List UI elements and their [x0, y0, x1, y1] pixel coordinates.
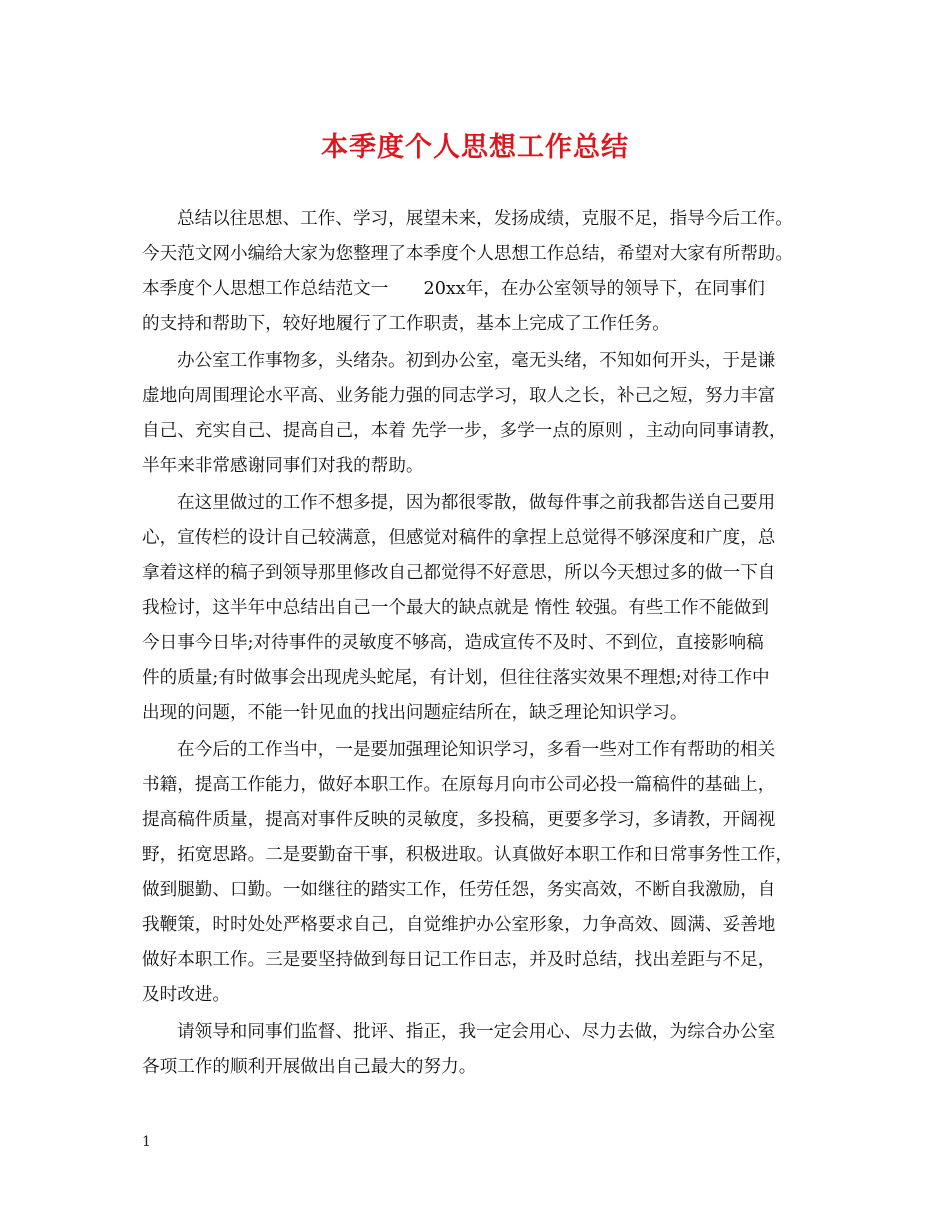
paragraph-5-line-1: 请领导和同事们监督、批评、指正，我一定会用心、尽力去做，为综合办公室: [177, 1022, 776, 1042]
paragraph-1-line-1: 总结以往思想、工作、学习，展望未来，发扬成绩，克服不足，指导今后工作。: [177, 209, 793, 229]
paragraph-3-line-3: 拿着这样的稿子到领导那里修改自己都觉得不好意思，所以今天想过多的做一下自: [142, 563, 776, 583]
paragraph-3-line-1: 在这里做过的工作不想多提，因为都很零散，做每件事之前我都告送自己要用: [177, 493, 776, 513]
paragraph-2-line-2: 虚地向周围理论水平高、业务能力强的同志学习，取人之长，补己之短，努力丰富: [142, 386, 776, 406]
paragraph-3-line-5: 今日事今日毕;对待事件的灵敏度不够高，造成宣传不及时、不到位，直接影响稿: [142, 633, 764, 653]
paragraph-4-line-1: 在今后的工作当中，一是要加强理论知识学习，多看一些对工作有帮助的相关: [177, 740, 776, 760]
paragraph-3-line-7: 出现的问题，不能一针见血的找出问题症结所在，缺乏理论知识学习。: [142, 703, 688, 723]
paragraph-1-line-3: 本季度个人思想工作总结范文一 20xx年，在办公室领导的领导下，在同事们: [142, 279, 765, 299]
paragraph-1-line-4: 的支持和帮助下，较好地履行了工作职责，基本上完成了工作任务。: [142, 314, 670, 334]
paragraph-4-line-7: 做好本职工作。三是要坚持做到每日记工作日志，并及时总结，找出差距与不足，: [142, 950, 776, 970]
paragraph-4-line-4: 野，拓宽思路。二是要勤奋干事，积极进取。认真做好本职工作和日常事务性工作，: [142, 845, 793, 865]
paragraph-4-line-3: 提高稿件质量，提高对事件反映的灵敏度，多投稿，更要多学习，多请教，开阔视: [142, 810, 776, 830]
paragraph-3-line-2: 心，宣传栏的设计自己较满意，但感觉对稿件的拿捏上总觉得不够深度和广度，总: [142, 528, 776, 548]
paragraph-2-line-4: 半年来非常感谢同事们对我的帮助。: [142, 456, 424, 476]
paragraph-5-line-2: 各项工作的顺利开展做出自己最大的努力。: [142, 1057, 477, 1077]
paragraph-1-line-2: 今天范文网小编给大家为您整理了本季度个人思想工作总结，希望对大家有所帮助。: [142, 244, 793, 264]
page-number: 1: [142, 1134, 151, 1150]
paragraph-2-line-1: 办公室工作事物多，头绪杂。初到办公室，毫无头绪，不知如何开头，于是谦: [177, 351, 776, 371]
paragraph-3-line-6: 件的质量;有时做事会出现虎头蛇尾，有计划，但往往落实效果不理想;对待工作中: [142, 668, 770, 688]
paragraph-4-line-5: 做到腿勤、口勤。一如继往的踏实工作，任劳任怨，务实高效，不断自我激励，自: [142, 880, 776, 900]
paragraph-2-line-3: 自己、充实自己、提高自己，本着 先学一步，多学一点的原则 ，主动向同事请教，: [142, 421, 787, 441]
paragraph-4-line-8: 及时改进。: [142, 985, 230, 1005]
document-title: 本季度个人思想工作总结: [321, 132, 629, 163]
document-body: [142, 202, 832, 1085]
paragraph-4-line-6: 我鞭策，时时处处严格要求自己，自觉维护办公室形象，力争高效、圆满、妥善地: [142, 915, 776, 935]
paragraph-4-line-2: 书籍，提高工作能力，做好本职工作。在原每月向市公司必投一篇稿件的基础上，: [142, 775, 776, 795]
paragraph-3-line-4: 我检讨，这半年中总结出自己一个最大的缺点就是 惰性 较强。有些工作不能做到: [142, 598, 769, 618]
